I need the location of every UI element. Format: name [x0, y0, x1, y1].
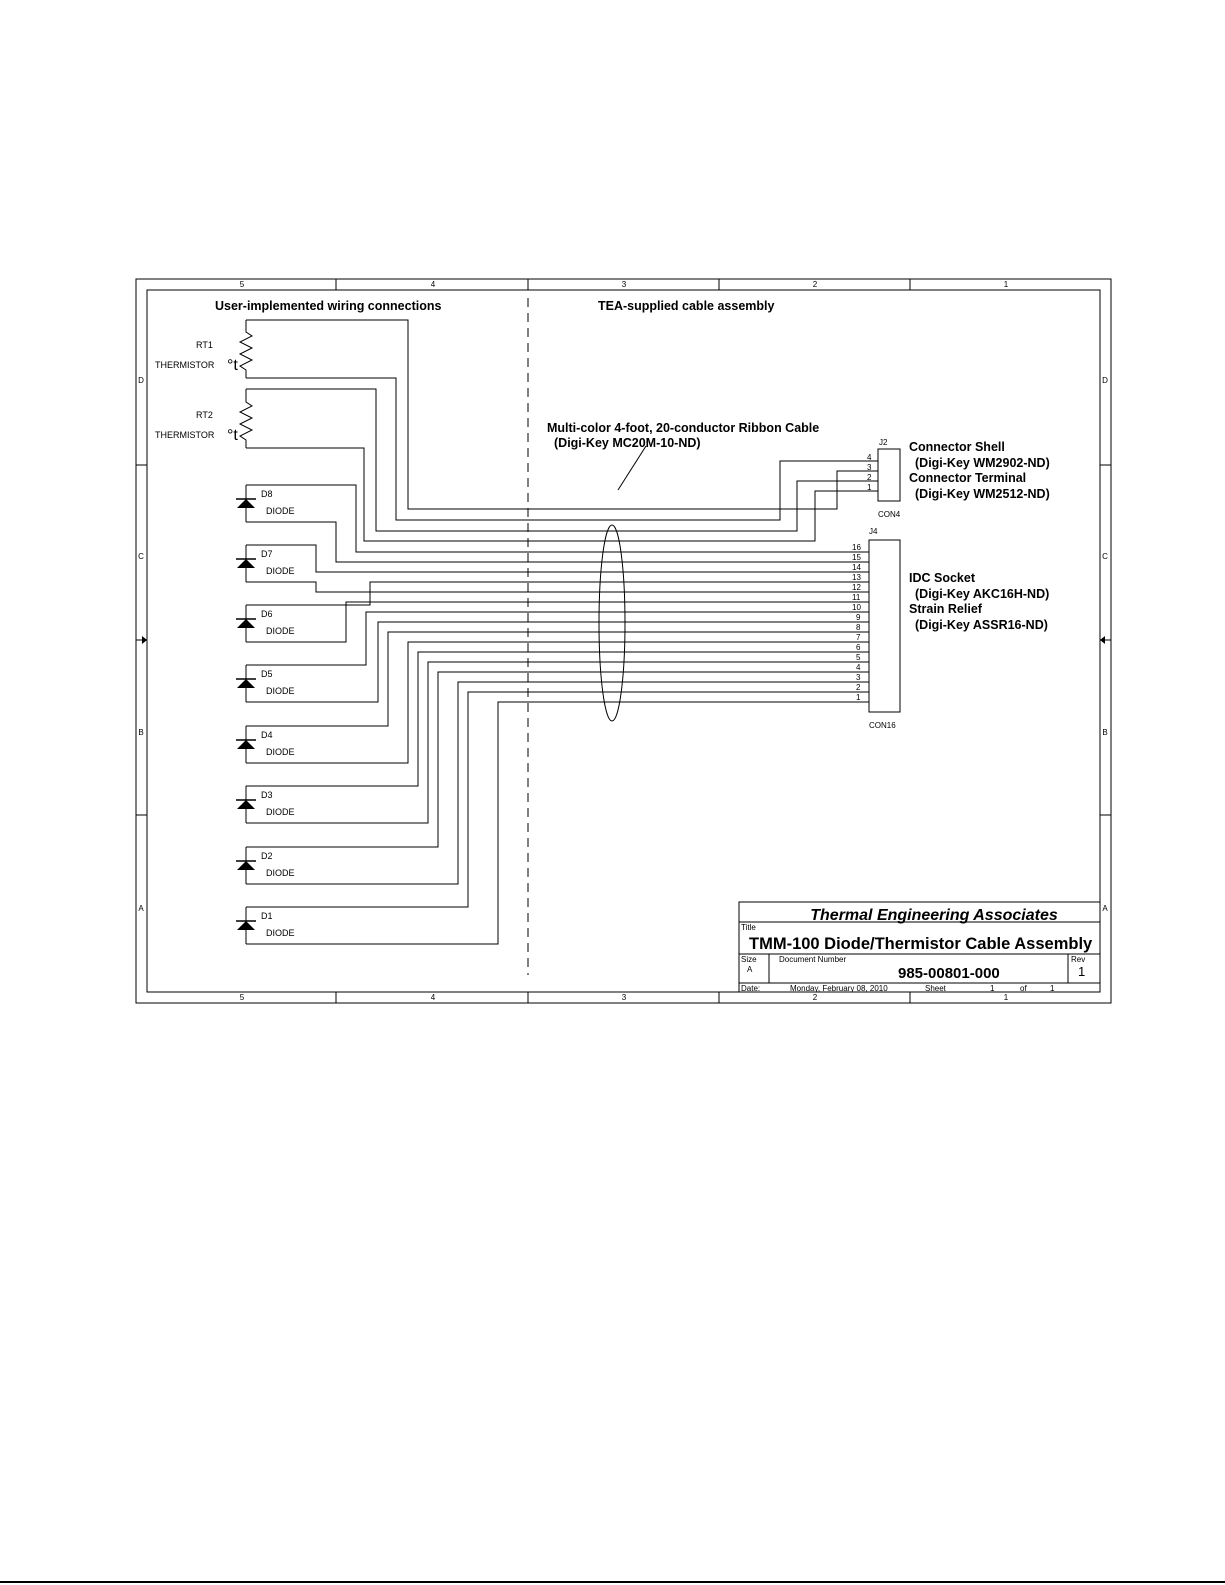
zone-col-bottom: 4 [430, 993, 436, 1002]
pin-number: 7 [856, 633, 861, 642]
zone-col-bottom: 1 [1003, 993, 1009, 1002]
component-type: THERMISTOR [155, 430, 215, 440]
pin-number: 16 [852, 543, 861, 552]
pin-number: 14 [852, 563, 861, 572]
component-ref: D3 [261, 790, 273, 800]
component-type: DIODE [266, 566, 295, 576]
section-left-heading: User-implemented wiring connections [215, 299, 442, 313]
title-block [739, 902, 1100, 993]
company-name: Thermal Engineering Associates [810, 907, 1058, 924]
connector-ref: J4 [869, 527, 878, 536]
pin-number: 8 [856, 623, 861, 632]
j4-desc: (Digi-Key AKC16H-ND) [915, 587, 1050, 601]
component-type: DIODE [266, 868, 295, 878]
component-type: DIODE [266, 626, 295, 636]
wire-d3-b [246, 662, 869, 823]
pin-number: 2 [856, 683, 861, 692]
sheet-frame [136, 279, 1111, 1003]
sheet-label: Sheet [925, 984, 946, 993]
diode-d2 [236, 847, 295, 884]
size-label: Size [741, 955, 757, 964]
diode-d1 [236, 907, 295, 944]
component-ref: RT1 [196, 340, 213, 350]
zone-row-left: B [138, 728, 144, 737]
component-type: DIODE [266, 506, 295, 516]
wire-rt2-b [246, 448, 862, 541]
document-number: 985-00801-000 [898, 965, 1000, 982]
wires [246, 320, 869, 944]
wire-d7-a [246, 545, 869, 572]
component-ref: RT2 [196, 410, 213, 420]
j4-desc: IDC Socket [909, 571, 975, 585]
component-ref: D2 [261, 851, 273, 861]
component-ref: D8 [261, 489, 273, 499]
wire-d4-a [246, 632, 869, 726]
wire-d8-b [246, 522, 869, 562]
center-arrow-marks [142, 636, 1105, 644]
wire-d2-b [246, 682, 869, 884]
j2-desc: (Digi-Key WM2512-ND) [915, 487, 1050, 501]
zone-col-top: 2 [812, 280, 818, 289]
pin-number: 9 [856, 613, 861, 622]
zone-col-bottom: 3 [621, 993, 627, 1002]
pin-number: 13 [852, 573, 861, 582]
pin-number: 1 [867, 483, 872, 492]
wire-d8-a [246, 485, 869, 552]
connector-part: CON16 [869, 721, 896, 730]
rev-label: Rev [1071, 955, 1086, 964]
component-ref: D5 [261, 669, 273, 679]
pin-number: 5 [856, 653, 861, 662]
diode-d5 [236, 665, 295, 702]
zone-labels [138, 280, 1108, 1002]
sheet-total: 1 [1050, 984, 1055, 993]
size-value: A [747, 965, 753, 974]
thermistor-rt2 [155, 389, 252, 448]
connector-part: CON4 [878, 510, 901, 519]
zone-row-right: B [1102, 728, 1108, 737]
pin-number: 2 [867, 473, 872, 482]
section-right-heading: TEA-supplied cable assembly [598, 299, 775, 313]
component-type: DIODE [266, 928, 295, 938]
pin-number: 12 [852, 583, 861, 592]
j2-desc: Connector Terminal [909, 471, 1027, 485]
zone-row-right: C [1102, 552, 1108, 561]
component-type: DIODE [266, 747, 295, 757]
wire-d1-a [246, 692, 869, 907]
thermistor-icon: °t [227, 357, 238, 374]
pin-number: 11 [852, 593, 861, 602]
zone-col-bottom: 2 [812, 993, 818, 1002]
pin-number: 3 [867, 463, 872, 472]
title-label: Title [741, 923, 756, 932]
zone-row-left: A [138, 904, 144, 913]
diode-d4 [236, 726, 295, 763]
diode-d3 [236, 786, 295, 823]
drawing-title: TMM-100 Diode/Thermistor Cable Assembly [749, 935, 1093, 953]
pin-number: 1 [856, 693, 861, 702]
pin-number: 4 [867, 453, 872, 462]
wire-rt1-a [246, 320, 862, 509]
j4-desc: (Digi-Key ASSR16-ND) [915, 618, 1048, 632]
rev-value: 1 [1078, 964, 1086, 979]
connector-j4 [852, 527, 900, 730]
zone-row-right: A [1102, 904, 1108, 913]
wire-d2-a [246, 672, 869, 847]
page-bottom-rule [0, 1581, 1225, 1583]
zone-row-right: D [1102, 376, 1108, 385]
diode-d6 [236, 605, 295, 642]
date-value: Monday, February 08, 2010 [790, 984, 888, 993]
date-label: Date: [741, 984, 761, 993]
pin-number: 15 [852, 553, 861, 562]
component-ref: D4 [261, 730, 273, 740]
zone-col-top: 1 [1003, 280, 1009, 289]
component-type: DIODE [266, 686, 295, 696]
component-ref: D7 [261, 549, 273, 559]
pin-number: 3 [856, 673, 861, 682]
diode-d7 [236, 545, 295, 582]
diode-d8 [236, 485, 295, 522]
zone-col-top: 4 [430, 280, 436, 289]
thermistor-rt1 [155, 320, 252, 378]
of-label: of [1020, 984, 1027, 993]
wire-rt2-a [246, 389, 862, 531]
component-type: DIODE [266, 807, 295, 817]
ribbon-cable-part: (Digi-Key MC20M-10-ND) [554, 436, 701, 450]
ribbon-cable-leader [618, 446, 646, 490]
j2-desc: Connector Shell [909, 440, 1005, 454]
component-ref: D1 [261, 911, 273, 921]
j4-desc: Strain Relief [909, 602, 982, 616]
zone-col-top: 5 [239, 280, 245, 289]
wire-d5-a [246, 612, 869, 665]
sheet-value: 1 [990, 984, 995, 993]
j2-desc: (Digi-Key WM2902-ND) [915, 456, 1050, 470]
zone-row-left: C [138, 552, 144, 561]
connector-j2 [862, 438, 901, 519]
pin-number: 6 [856, 643, 861, 652]
ribbon-cable-label: Multi-color 4-foot, 20-conductor Ribbon Cable [547, 421, 820, 435]
thermistor-icon: °t [227, 427, 238, 444]
pin-number: 10 [852, 603, 861, 612]
pin-number: 4 [856, 663, 861, 672]
zone-col-bottom: 5 [239, 993, 245, 1002]
zone-row-left: D [138, 376, 144, 385]
connector-ref: J2 [879, 438, 888, 447]
document-number-label: Document Number [779, 955, 847, 964]
wire-d7-b [246, 582, 869, 592]
component-ref: D6 [261, 609, 273, 619]
zone-col-top: 3 [621, 280, 627, 289]
component-type: THERMISTOR [155, 360, 215, 370]
